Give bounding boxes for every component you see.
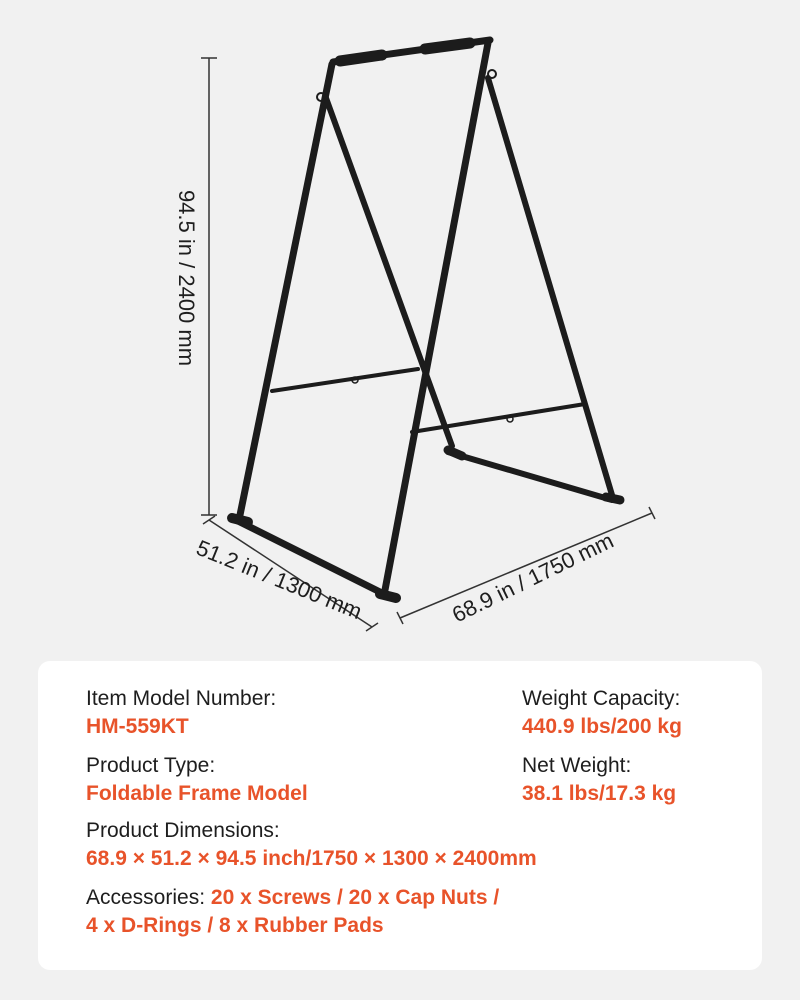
type-spec	[86, 752, 308, 808]
accessories-value-line-1: 20 x Screws / 20 x Cap Nuts /	[210, 886, 500, 909]
capacity-label: Weight Capacity:	[522, 687, 681, 710]
accessories-value-line-2: 4 x D-Rings / 8 x Rubber Pads	[86, 914, 384, 937]
net-weight-spec	[522, 752, 676, 808]
type-label: Product Type:	[86, 754, 216, 777]
height-dimension-label: 94.5 in / 2400 mm	[174, 189, 199, 367]
capacity-value: 440.9 lbs/200 kg	[522, 715, 682, 738]
model-spec	[86, 685, 276, 741]
dimensions-spec	[86, 817, 537, 873]
net-weight-value: 38.1 lbs/17.3 kg	[522, 782, 677, 805]
capacity-spec	[522, 685, 682, 741]
dimensions-label: Product Dimensions:	[86, 819, 280, 842]
net-weight-label: Net Weight:	[522, 754, 632, 777]
swing-frame	[232, 40, 620, 598]
model-value: HM-559KT	[86, 715, 189, 738]
spec-card	[38, 661, 762, 970]
accessories-spec	[86, 884, 499, 940]
width-dimension-label: 68.9 in / 1750 mm	[448, 527, 618, 628]
depth-dimension-label: 51.2 in / 1300 mm	[192, 534, 366, 625]
accessories-label: Accessories:	[86, 886, 206, 909]
model-label: Item Model Number:	[86, 687, 277, 710]
dimensions-value: 68.9 × 51.2 × 94.5 inch/1750 × 1300 × 2400mm	[86, 847, 537, 870]
type-value: Foldable Frame Model	[86, 782, 308, 805]
